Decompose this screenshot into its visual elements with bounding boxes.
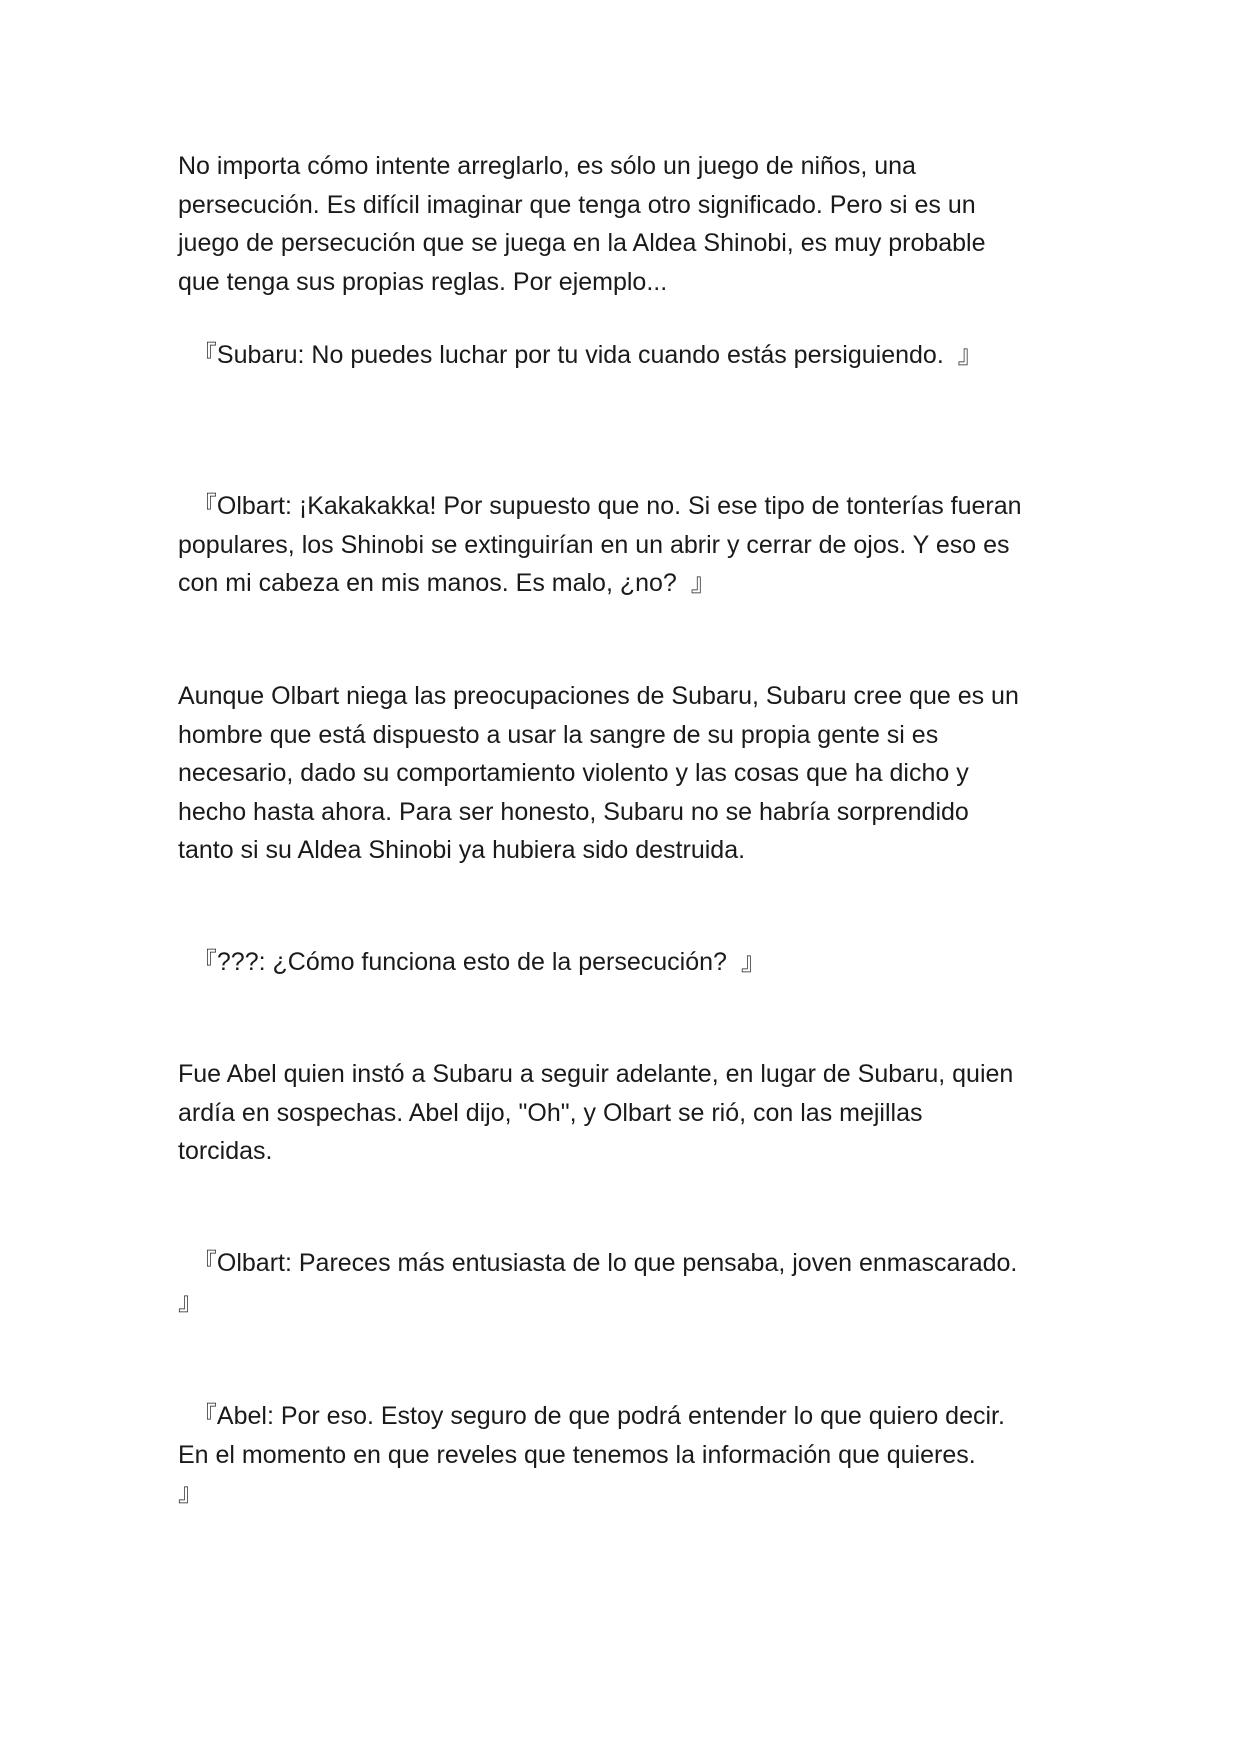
narration-paragraph-2: Aunque Olbart niega las preocupaciones de Subaru, Subaru cree que es un hombre que está dispuesto a usar la sangre de su propia gente si es necesario, dado su comportamiento violento y las cosas que ha dicho y hecho hasta ahora. Para ser honesto, Subaru no se habría sorprendido tanto si su Aldea Shinobi ya hubiera sido destruida. [178, 682, 1019, 864]
dialogue-unknown: 『???: ¿Cómo funciona esto de la persecución? 』 [178, 948, 766, 976]
dialogue-abel: 『Abel: Por eso. Estoy seguro de que podrá entender lo que quiero decir. En el momento en que reveles que tenemos la información que quieres. 』 [178, 1402, 1005, 1507]
narration-paragraph-3: Fue Abel quien instó a Subaru a seguir adelante, en lugar de Subaru, quien ardía en sospechas. Abel dijo, "Oh", y Olbart se rió, con las mejillas torcidas. [178, 1060, 1014, 1165]
narration-paragraph-1: No importa cómo intente arreglarlo, es sólo un juego de niños, una persecución. Es difícil imaginar que tenga otro significado. Pero si es un juego de persecución que se juega en la Aldea Shinobi, es muy probable que tenga sus propias reglas. Por ejemplo... [178, 152, 986, 296]
dialogue-subaru-1: 『Subaru: No puedes luchar por tu vida cuando estás persiguiendo. 』 [178, 341, 983, 369]
dialogue-olbart-2: 『Olbart: Pareces más entusiasta de lo que pensaba, joven enmascarado. 』 [178, 1249, 1018, 1316]
dialogue-olbart-1: 『Olbart: ¡Kakakakka! Por supuesto que no. Si ese tipo de tonterías fueran populares, los Shinobi se extinguirían en un abrir y cerrar de ojos. Y eso es con mi cabeza en mis manos. Es malo, ¿no? 』 [178, 492, 1022, 597]
